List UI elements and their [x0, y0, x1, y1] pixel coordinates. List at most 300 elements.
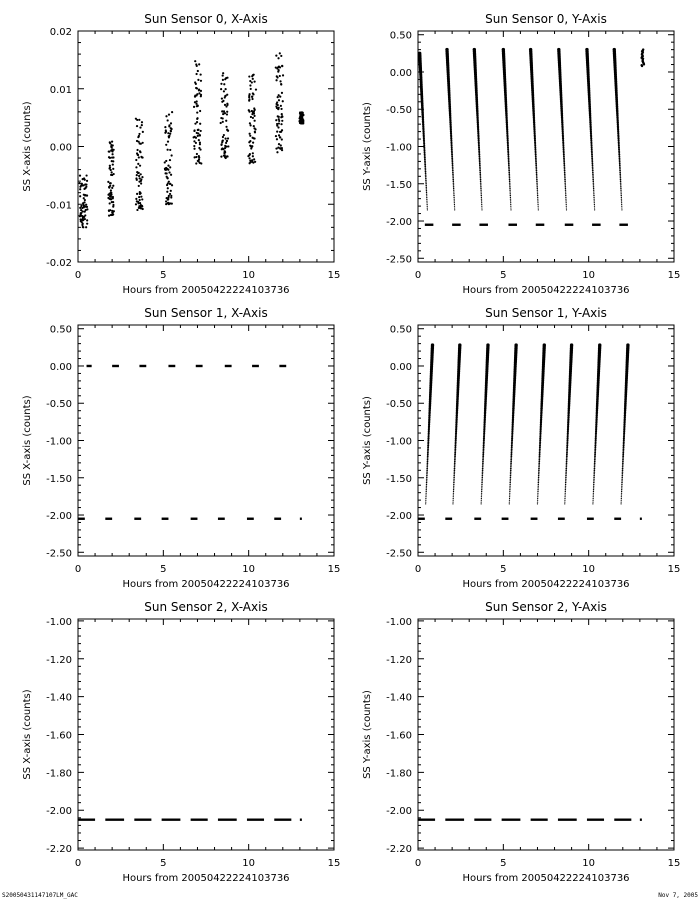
- data-point: [451, 157, 453, 159]
- data-point: [538, 468, 540, 470]
- data-point: [482, 454, 484, 456]
- data-point: [594, 468, 596, 470]
- data-point: [169, 149, 171, 151]
- data-point: [538, 485, 539, 486]
- data-point: [536, 181, 538, 183]
- data-point: [164, 126, 166, 128]
- data-point: [507, 143, 509, 145]
- x-tick-label: 0: [74, 564, 82, 575]
- data-point: [426, 197, 427, 198]
- data-point: [508, 163, 510, 165]
- data-point: [479, 159, 481, 161]
- chart-title: Sun Sensor 0, X-Axis: [144, 12, 268, 26]
- data-point: [566, 448, 568, 450]
- data-point: [248, 96, 250, 98]
- y-tick-label: -1.00: [386, 616, 412, 628]
- data-point: [481, 206, 482, 207]
- data-point: [539, 454, 541, 456]
- x-tick-label: 0: [74, 270, 82, 281]
- data-point: [483, 446, 485, 448]
- data-point: [82, 226, 84, 228]
- data-point: [196, 100, 198, 102]
- x-tick-label: 10: [582, 564, 596, 575]
- data-point: [142, 208, 144, 210]
- data-point: [112, 168, 114, 170]
- data-point: [483, 445, 485, 447]
- data-point: [566, 206, 567, 207]
- data-point: [566, 464, 568, 466]
- data-point: [168, 171, 170, 173]
- data-point: [200, 162, 202, 164]
- data-point: [507, 150, 509, 152]
- data-point: [534, 148, 536, 150]
- data-point: [458, 343, 461, 346]
- data-point: [537, 200, 538, 201]
- data-point: [431, 343, 434, 346]
- data-point: [199, 143, 201, 145]
- y-tick-label: 0.00: [389, 361, 412, 373]
- data-point: [198, 159, 200, 161]
- data-point: [425, 503, 426, 504]
- data-point: [481, 487, 482, 488]
- data-point: [478, 152, 480, 154]
- data-point: [620, 188, 621, 189]
- data-point: [86, 206, 88, 208]
- data-point: [109, 185, 111, 187]
- data-point: [592, 501, 593, 502]
- data-point: [424, 165, 426, 167]
- data-point: [248, 75, 250, 77]
- data-point: [452, 501, 453, 502]
- data-point: [510, 197, 511, 198]
- y-tick-label: -2.50: [386, 548, 412, 560]
- data-point: [171, 128, 173, 130]
- data-point: [507, 155, 509, 157]
- data-point: [301, 114, 303, 116]
- data-point: [479, 157, 481, 159]
- data-point: [426, 199, 427, 200]
- data-point: [279, 75, 281, 77]
- data-point: [454, 471, 456, 473]
- data-point: [224, 112, 226, 114]
- data-point: [564, 496, 565, 497]
- data-point: [481, 500, 482, 501]
- data-point: [226, 113, 228, 115]
- data-point: [137, 201, 139, 203]
- data-point: [478, 150, 480, 152]
- data-point: [425, 494, 426, 495]
- panel-4: [362, 306, 680, 590]
- data-point: [199, 123, 201, 125]
- data-point: [248, 157, 250, 159]
- data-point: [275, 135, 277, 137]
- data-point: [621, 482, 622, 483]
- data-point: [565, 184, 567, 186]
- data-point: [225, 142, 227, 144]
- data-point: [226, 77, 228, 79]
- data-point: [510, 477, 512, 479]
- data-point: [570, 343, 573, 346]
- data-point: [511, 452, 513, 454]
- data-point: [112, 160, 114, 162]
- data-point: [591, 154, 593, 156]
- data-point: [425, 493, 426, 494]
- data-point: [453, 182, 455, 184]
- data-point: [453, 484, 454, 485]
- data-point: [591, 161, 593, 163]
- data-point: [479, 173, 481, 175]
- data-point: [138, 119, 140, 121]
- x-tick-label: 15: [667, 270, 681, 281]
- data-point: [113, 173, 115, 175]
- data-point: [165, 160, 167, 162]
- y-tick-label: 0.01: [49, 84, 72, 96]
- data-point: [427, 450, 429, 452]
- data-point: [249, 84, 251, 86]
- data-point: [253, 80, 255, 82]
- data-point: [642, 48, 644, 50]
- data-point: [250, 124, 252, 126]
- data-point: [281, 65, 283, 67]
- data-point: [622, 471, 624, 473]
- y-tick-label: -1.50: [386, 179, 412, 191]
- data-point: [591, 157, 593, 159]
- data-point: [621, 207, 622, 208]
- data-point: [618, 145, 620, 147]
- data-point: [478, 147, 480, 149]
- data-point: [223, 90, 225, 92]
- data-point: [622, 464, 624, 466]
- data-point: [426, 193, 427, 194]
- data-point: [509, 494, 510, 495]
- data-point: [109, 202, 111, 204]
- data-point: [220, 156, 222, 158]
- y-tick-label: -1.40: [46, 692, 72, 704]
- data-point: [454, 462, 456, 464]
- data-point: [594, 455, 596, 457]
- data-point: [280, 105, 282, 107]
- data-point: [594, 466, 596, 468]
- data-point: [481, 197, 482, 198]
- data-point: [619, 170, 621, 172]
- data-point: [480, 179, 482, 181]
- data-point: [424, 160, 426, 162]
- data-point: [539, 445, 541, 447]
- data-point: [424, 157, 426, 159]
- data-point: [200, 90, 202, 92]
- data-point: [564, 494, 565, 495]
- data-point: [86, 208, 88, 210]
- data-point: [565, 487, 566, 488]
- data-point: [566, 455, 568, 457]
- data-point: [538, 461, 540, 463]
- data-point: [536, 179, 538, 181]
- data-point: [481, 501, 482, 502]
- data-point: [138, 133, 140, 135]
- data-point: [198, 155, 200, 157]
- data-point: [425, 500, 426, 501]
- plot-frame: [418, 619, 674, 850]
- data-point: [280, 83, 282, 85]
- data-point: [196, 121, 198, 123]
- data-point: [619, 168, 621, 170]
- x-tick-label: 10: [242, 564, 256, 575]
- data-point: [621, 198, 622, 199]
- panel-5: [22, 600, 340, 884]
- data-point: [452, 177, 454, 179]
- data-point: [618, 148, 620, 150]
- data-point: [509, 186, 511, 188]
- data-point: [454, 459, 456, 461]
- data-point: [507, 154, 509, 156]
- data-point: [537, 191, 538, 192]
- y-tick-label: -1.00: [46, 616, 72, 628]
- data-point: [427, 459, 429, 461]
- data-point: [618, 155, 620, 157]
- data-point: [594, 204, 595, 205]
- data-point: [109, 165, 111, 167]
- data-point: [252, 155, 254, 157]
- data-point: [480, 175, 482, 177]
- data-point: [200, 94, 202, 96]
- data-point: [86, 194, 88, 196]
- data-point: [594, 448, 596, 450]
- data-point: [136, 119, 138, 121]
- data-point: [453, 191, 454, 192]
- data-point: [166, 172, 168, 174]
- data-point: [278, 120, 280, 122]
- data-point: [536, 175, 538, 177]
- plot-frame: [78, 619, 334, 850]
- data-point: [592, 179, 594, 181]
- data-point: [452, 170, 454, 172]
- data-point: [165, 131, 167, 133]
- data-point: [221, 97, 223, 99]
- data-point: [539, 443, 541, 445]
- data-point: [481, 209, 482, 210]
- data-point: [564, 182, 566, 184]
- data-point: [538, 480, 540, 482]
- data-point: [78, 182, 80, 184]
- data-point: [623, 443, 625, 445]
- data-point: [165, 200, 167, 202]
- data-point: [481, 491, 482, 492]
- data-point: [592, 164, 594, 166]
- data-point: [451, 155, 453, 157]
- data-point: [593, 471, 595, 473]
- y-tick-label: -2.00: [46, 511, 72, 523]
- data-point: [480, 177, 482, 179]
- data-point: [620, 182, 622, 184]
- data-point: [222, 117, 224, 119]
- data-point: [563, 164, 565, 166]
- chart-title: Sun Sensor 2, X-Axis: [144, 600, 268, 614]
- data-point: [226, 155, 228, 157]
- data-point: [279, 52, 281, 54]
- data-point: [622, 466, 624, 468]
- data-point: [510, 457, 512, 459]
- data-point: [621, 491, 622, 492]
- data-point: [140, 196, 142, 198]
- data-point: [138, 175, 140, 177]
- data-point: [281, 115, 283, 117]
- data-point: [565, 480, 567, 482]
- data-point: [562, 143, 564, 145]
- data-point: [84, 214, 86, 216]
- data-point: [566, 446, 568, 448]
- data-point: [111, 171, 113, 173]
- data-point: [511, 443, 513, 445]
- data-point: [252, 78, 254, 80]
- data-point: [425, 178, 427, 180]
- data-point: [140, 178, 142, 180]
- data-point: [427, 441, 429, 443]
- data-point: [193, 145, 195, 147]
- data-point: [509, 190, 510, 191]
- data-point: [454, 466, 456, 468]
- data-point: [563, 159, 565, 161]
- data-point: [85, 186, 87, 188]
- data-point: [566, 445, 568, 447]
- data-point: [197, 135, 199, 137]
- data-point: [141, 176, 143, 178]
- data-point: [453, 181, 455, 183]
- data-point: [450, 143, 452, 145]
- data-point: [564, 173, 566, 175]
- data-point: [136, 149, 138, 151]
- data-point: [254, 137, 256, 139]
- data-point: [427, 206, 428, 207]
- data-point: [480, 182, 482, 184]
- data-point: [253, 125, 255, 127]
- data-point: [509, 181, 511, 183]
- data-point: [565, 195, 566, 196]
- data-point: [565, 484, 566, 485]
- data-point: [618, 150, 620, 152]
- data-point: [595, 441, 597, 443]
- data-point: [619, 163, 621, 165]
- data-point: [140, 192, 142, 194]
- data-point: [619, 159, 621, 161]
- data-point: [508, 164, 510, 166]
- data-point: [621, 501, 622, 502]
- data-point: [593, 197, 594, 198]
- data-point: [594, 452, 596, 454]
- data-point: [451, 152, 453, 154]
- data-point: [621, 480, 623, 482]
- data-point: [482, 475, 484, 477]
- data-point: [197, 79, 199, 81]
- data-point: [195, 162, 197, 164]
- data-point: [220, 144, 222, 146]
- data-point: [623, 446, 625, 448]
- data-point: [251, 81, 253, 83]
- data-point: [566, 462, 568, 464]
- data-point: [598, 343, 601, 346]
- data-point: [481, 493, 482, 494]
- data-point: [537, 494, 538, 495]
- data-point: [620, 179, 622, 181]
- data-point: [593, 491, 594, 492]
- data-point: [167, 177, 169, 179]
- data-point: [593, 477, 595, 479]
- data-point: [135, 203, 137, 205]
- data-point: [109, 142, 111, 144]
- data-point: [454, 450, 456, 452]
- data-point: [282, 74, 284, 76]
- data-point: [481, 480, 483, 482]
- data-point: [276, 151, 278, 153]
- data-point: [618, 152, 620, 154]
- data-point: [593, 473, 595, 475]
- data-point: [566, 209, 567, 210]
- data-point: [110, 196, 112, 198]
- data-point: [538, 209, 539, 210]
- data-point: [168, 135, 170, 137]
- data-point: [111, 141, 113, 143]
- data-point: [593, 493, 594, 494]
- data-point: [426, 466, 428, 468]
- data-point: [565, 485, 566, 486]
- data-point: [84, 218, 86, 220]
- data-point: [565, 191, 566, 192]
- data-point: [620, 190, 621, 191]
- data-point: [454, 452, 456, 454]
- data-point: [620, 193, 621, 194]
- data-point: [509, 184, 511, 186]
- data-point: [618, 147, 620, 149]
- data-point: [565, 471, 567, 473]
- data-point: [109, 157, 111, 159]
- data-point: [539, 448, 541, 450]
- data-point: [168, 181, 170, 183]
- y-tick-label: -1.80: [386, 768, 412, 780]
- data-point: [618, 143, 620, 145]
- data-point: [564, 179, 566, 181]
- data-point: [140, 173, 142, 175]
- data-point: [195, 137, 197, 139]
- data-point: [509, 500, 510, 501]
- data-point: [281, 138, 283, 140]
- data-point: [534, 147, 536, 149]
- data-point: [481, 204, 482, 205]
- data-point: [480, 184, 482, 186]
- data-point: [453, 184, 455, 186]
- data-point: [451, 145, 453, 147]
- data-point: [538, 459, 540, 461]
- data-point: [83, 201, 85, 203]
- data-point: [301, 118, 303, 120]
- chart-title: Sun Sensor 0, Y-Axis: [485, 12, 607, 26]
- data-point: [564, 168, 566, 170]
- data-point: [138, 196, 140, 198]
- data-point: [539, 455, 541, 457]
- data-point: [227, 145, 229, 147]
- data-point: [592, 170, 594, 172]
- data-point: [425, 172, 427, 174]
- data-point: [565, 193, 566, 194]
- y-tick-label: -1.20: [386, 654, 412, 666]
- data-point: [622, 461, 624, 463]
- data-point: [481, 202, 482, 203]
- data-point: [510, 461, 512, 463]
- data-point: [591, 145, 593, 147]
- data-point: [593, 496, 594, 497]
- data-point: [593, 191, 594, 192]
- data-point: [453, 188, 454, 189]
- data-point: [593, 484, 594, 485]
- data-point: [281, 149, 283, 151]
